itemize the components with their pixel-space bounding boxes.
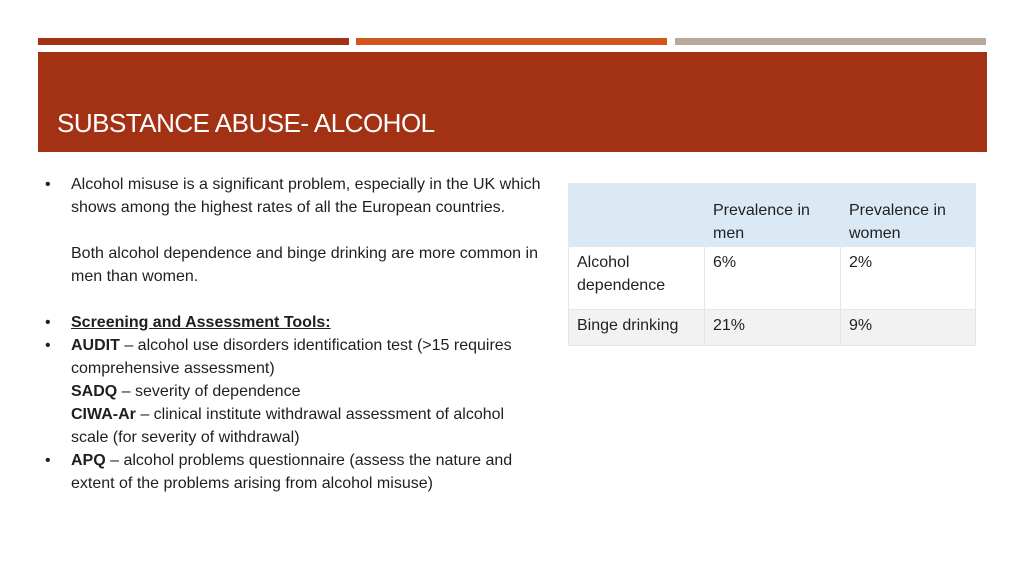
sadq-desc: – severity of dependence [117,383,301,400]
decorative-bar-grey [675,38,986,45]
table-cell: Alcohol dependence [569,247,705,310]
bullet-marker: • [45,452,51,469]
bullet-audit [45,334,545,449]
decorative-bar-orange [356,38,667,45]
apq-desc: – alcohol problems questionnaire (assess the nature and extent of the problems arising from alcohol misuse) [71,452,513,492]
bullet-alcohol-misuse [45,173,545,288]
bullet-marker: • [45,314,51,331]
table-header-cell: Prevalence in women [841,184,976,247]
bullet-screening [45,311,545,334]
screening-heading: Screening and Assessment Tools: [71,314,331,331]
decorative-bar-dark [38,38,349,45]
body-text [45,173,545,495]
table-cell: 6% [705,247,841,310]
audit-desc: – alcohol use disorders identification test (>15 requires comprehensive assessment) [71,337,512,377]
table-cell: Binge drinking [569,310,705,346]
bullet-apq [45,449,545,495]
prevalence-table [568,183,976,346]
table-cell: 9% [841,310,976,346]
table-cell: 2% [841,247,976,310]
table-header-cell [569,184,705,247]
sadq-name: SADQ [71,383,118,400]
table-header-row [569,184,976,247]
table-row [569,247,976,310]
bullet-marker: • [45,176,51,193]
dependence-binge-text: Both alcohol dependence and binge drinking are more common in men than women. [71,245,538,285]
audit-name: AUDIT [71,337,120,354]
table-row [569,310,976,346]
table-cell: 21% [705,310,841,346]
bullet-marker: • [45,337,51,354]
apq-name: APQ [71,452,106,469]
ciwa-name: CIWA-Ar [71,406,136,423]
alcohol-misuse-text: Alcohol misuse is a significant problem, especially in the UK which shows among the highest rates of all the European countries. [71,176,541,216]
slide-title: SUBSTANCE ABUSE- ALCOHOL [57,108,435,138]
table-header-cell: Prevalence in men [705,184,841,247]
ciwa-desc: – clinical institute withdrawal assessment of alcohol scale (for severity of withdrawal) [71,406,505,446]
